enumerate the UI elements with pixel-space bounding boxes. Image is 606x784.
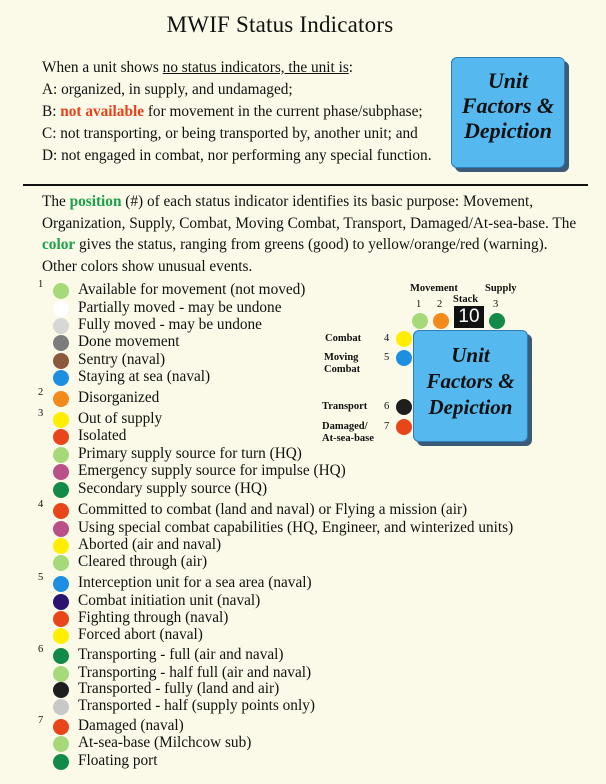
unit-box-line: Factors & [461, 93, 555, 118]
transport-dot-icon [396, 399, 412, 415]
status-dot-icon [53, 301, 69, 317]
not-available-highlight: not available [60, 103, 144, 120]
status-dot-icon [53, 666, 69, 682]
label-supply: Supply [485, 283, 517, 294]
status-dot-icon [53, 429, 69, 445]
pos-number: 2 [437, 299, 443, 310]
color-highlight: color [42, 236, 76, 253]
status-label: Transported - fully (land and air) [78, 680, 280, 697]
status-dot-icon [53, 699, 69, 715]
label-moving: Moving [324, 352, 359, 363]
status-dot-icon [53, 594, 69, 610]
status-dot-icon [53, 576, 69, 592]
status-dot-icon [53, 628, 69, 644]
position-number: 5 [38, 572, 44, 583]
label-at-sea-base: At-sea-base [322, 433, 374, 444]
status-dot-icon [53, 391, 69, 407]
position-highlight: position [69, 193, 122, 210]
moving-combat-dot-icon [396, 350, 412, 366]
pos-number: 4 [384, 333, 390, 344]
unit-box-line: Unit [451, 343, 490, 367]
status-dot-icon [53, 370, 69, 386]
combat-dot-icon [396, 331, 412, 347]
unit-factors-diagram-box [413, 330, 528, 442]
position-number: 6 [38, 644, 44, 655]
position-number: 7 [38, 715, 44, 726]
status-label: Committed to combat (land and naval) or Flying a mission (air) [78, 501, 468, 518]
organization-dot-icon [433, 313, 449, 329]
status-dot-icon [53, 318, 69, 334]
status-dot-icon [53, 353, 69, 369]
status-label: Done movement [78, 333, 180, 350]
supply-dot-icon [489, 313, 505, 329]
label-damaged: Damaged/ [322, 421, 368, 432]
intro-line-c: C: not transporting, or being transported by, another unit; and [42, 125, 418, 142]
status-label: Available for movement (not moved) [78, 281, 306, 298]
damaged-dot-icon [396, 419, 412, 435]
label-transport: Transport [322, 401, 368, 412]
intro-line-d: D: not engaged in combat, nor performing any special function. [42, 147, 432, 164]
divider [23, 184, 588, 186]
unit-box-line: Depiction [464, 118, 552, 143]
intro-text: for movement in the current phase/subphase; [144, 103, 423, 120]
status-label: Partially moved - may be undone [78, 299, 282, 316]
status-label: Primary supply source for turn (HQ) [78, 445, 302, 462]
stack-count: 10 [454, 306, 484, 328]
label-moving-combat: Combat [324, 364, 361, 375]
unit-box-line: Unit [487, 68, 529, 93]
para-text: The [42, 193, 70, 210]
status-dot-icon [53, 611, 69, 627]
pos-number: 3 [493, 299, 499, 310]
status-label: Transporting - half full (air and naval) [78, 664, 312, 681]
movement-dot-icon [412, 313, 428, 329]
status-dot-icon [53, 754, 69, 770]
status-label: Damaged (naval) [78, 717, 184, 734]
status-dot-icon [53, 648, 69, 664]
status-label: Combat initiation unit (naval) [78, 592, 261, 609]
explanation-paragraph [42, 191, 582, 277]
status-dot-icon [53, 335, 69, 351]
status-dot-icon [53, 555, 69, 571]
status-label: Cleared through (air) [78, 553, 208, 570]
status-dot-icon [53, 719, 69, 735]
status-label: Using special combat capabilities (HQ, Engineer, and winterized units) [78, 519, 514, 536]
status-label: Sentry (naval) [78, 351, 166, 368]
status-label: Secondary supply source (HQ) [78, 480, 268, 497]
status-dot-icon [53, 682, 69, 698]
status-label: Emergency supply source for impulse (HQ) [78, 462, 346, 479]
unit-box-line: Depiction [428, 395, 513, 419]
pos-number: 5 [384, 352, 390, 363]
intro-text: When a unit shows [42, 59, 163, 76]
status-label: Transported - half (supply points only) [78, 697, 315, 714]
intro-text: B: [42, 103, 61, 120]
status-label: At-sea-base (Milchcow sub) [78, 734, 252, 751]
page-title: MWIF Status Indicators [166, 12, 394, 37]
status-dot-icon [53, 538, 69, 554]
label-movement: Movement [410, 283, 458, 294]
position-number: 1 [38, 279, 44, 290]
unit-box-line: Factors & [426, 369, 515, 393]
status-dot-icon [53, 412, 69, 428]
intro-line-1 [42, 57, 432, 79]
pos-number: 1 [416, 299, 422, 310]
status-label: Interception unit for a sea area (naval) [78, 574, 312, 591]
intro-block [42, 57, 432, 167]
label-combat: Combat [325, 333, 362, 344]
status-label: Aborted (air and naval) [78, 536, 222, 553]
status-dot-icon [53, 447, 69, 463]
status-label: Disorganized [78, 389, 160, 406]
status-dot-icon [53, 736, 69, 752]
status-label: Staying at sea (naval) [78, 368, 211, 385]
status-label: Floating port [78, 752, 158, 769]
status-label: Forced abort (naval) [78, 626, 203, 643]
position-number: 4 [38, 499, 44, 510]
intro-line-a: A: organized, in supply, and undamaged; [42, 81, 293, 98]
pos-number: 7 [384, 421, 390, 432]
status-dot-icon [53, 503, 69, 519]
status-label: Fully moved - may be undone [78, 316, 262, 333]
status-label: Isolated [78, 427, 127, 444]
intro-underlined: no status indicators, the unit is [162, 59, 349, 76]
pos-number: 6 [384, 401, 390, 412]
para-text: gives the status, ranging from greens (good) to yellow/orange/red (warning). Other colors show unusual events. [42, 236, 548, 275]
intro-text: : [348, 59, 354, 76]
para-text: (#) of each status indicator identifies its basic purpose: Movement, Organization, Supply, Combat, Moving Combat, Transport, Damaged/At-sea-base. [42, 193, 549, 232]
status-label: Fighting through (naval) [78, 609, 229, 626]
position-number: 2 [38, 387, 44, 398]
status-dot-icon [53, 482, 69, 498]
unit-factors-box [451, 57, 565, 168]
status-dot-icon [53, 283, 69, 299]
status-dot-icon [53, 464, 69, 480]
intro-line-b [42, 101, 432, 123]
status-dot-icon [53, 521, 69, 537]
position-number: 3 [38, 408, 44, 419]
status-label: Out of supply [78, 410, 163, 427]
para-text: The [548, 214, 577, 232]
label-stack: Stack [453, 294, 479, 305]
status-label: Transporting - full (air and naval) [78, 646, 284, 663]
